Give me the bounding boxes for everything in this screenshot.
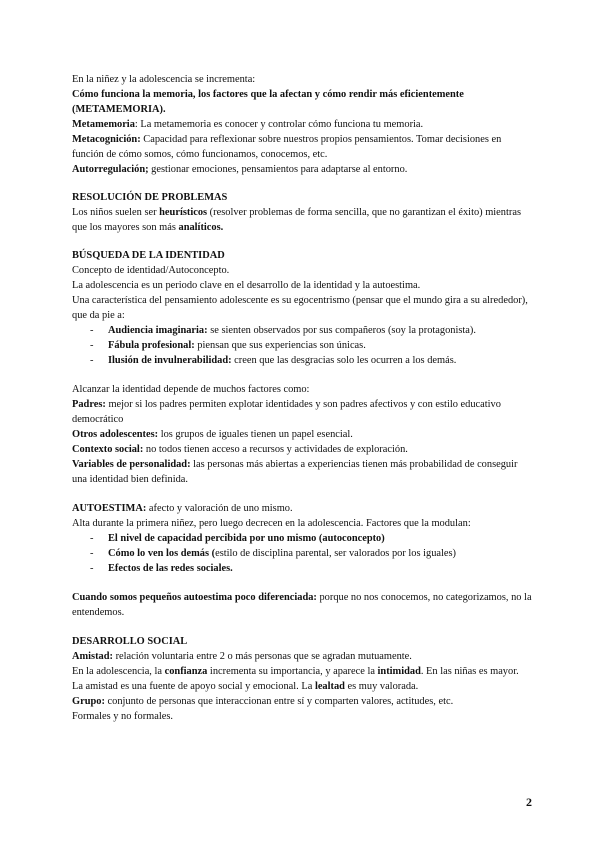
list-item: - El nivel de capacidad percibida por uno mismo (autoconcepto) (90, 533, 385, 544)
list-dash: - (90, 533, 94, 544)
list-item: - Cómo lo ven los demás (estilo de disciplina parental, ser valorados por los iguales) (90, 548, 457, 559)
intro-line: En la niñez y la adolescencia se incrementa: (72, 74, 256, 85)
metacognicion-definition: Metacognición: Capacidad para reflexionar sobre nuestros propios pensamientos. Tomar decisiones en función de cómo somos, cómo funcionamos, conocemos, etc. (72, 134, 502, 160)
list-dash: - (90, 563, 94, 574)
identidad-line-3: Una característica del pensamiento adolescente es su egocentrismo (pensar que el mundo gira a su alrededor), que da pie a: (72, 295, 528, 321)
factors-intro: Alcanzar la identidad depende de muchos factores como: (72, 384, 310, 395)
grupo-definition: Grupo: conjunto de personas que interaccionan entre sí y comparten valores, actitudes, etc. (72, 696, 454, 707)
factor-padres: Padres: mejor si los padres permiten explotar identidades y son padres afectivos y con estilo educativo democrático (72, 399, 501, 425)
list-dash: - (90, 355, 94, 366)
factor-otros: Otros adolescentes: los grupos de iguales tienen un papel esencial. (72, 429, 353, 440)
list-item: - Fábula profesional: piensan que sus experiencias son únicas. (90, 340, 366, 351)
identidad-line-1: Concepto de identidad/Autoconcepto. (72, 265, 230, 276)
list-item: - Ilusión de invulnerabilidad: creen que las desgracias solo les ocurren a los demás. (90, 355, 457, 366)
metamemoria-highlight: Cómo funciona la memoria, los factores que la afectan y cómo rendir más eficientemente (METAMEMORIA). (72, 89, 464, 115)
amistad-definition: Amistad: relación voluntaria entre 2 o más personas que se agradan mutuamente. (72, 651, 412, 662)
section-heading-resolucion: RESOLUCIÓN DE PROBLEMAS (72, 192, 228, 203)
autoestima-heading-line: AUTOESTIMA: afecto y valoración de uno mismo. (72, 503, 293, 514)
section-heading-autoestima: AUTOESTIMA: (72, 503, 147, 514)
page-number: 2 (526, 795, 532, 809)
adolescencia-paragraph: En la adolescencia, la confianza incrementa su importancia, y aparece la intimidad. En las niñas es mayor. (72, 666, 519, 677)
list-dash: - (90, 548, 94, 559)
section-heading-social: DESARROLLO SOCIAL (72, 636, 188, 647)
list-dash: - (90, 325, 94, 336)
amistad-fuente-paragraph: La amistad es una fuente de apoyo social y emocional. La lealtad es muy valorada. (72, 681, 419, 692)
list-item: - Efectos de las redes sociales. (90, 563, 233, 574)
page-content (72, 72, 532, 724)
list-dash: - (90, 340, 94, 351)
formales-line: Formales y no formales. (72, 711, 173, 722)
egocentrismo-list (72, 323, 532, 368)
autorregulacion-definition: Autorregulación; gestionar emociones, pensamientos para adaptarse al entorno. (72, 164, 408, 175)
autoestima-line-2: Alta durante la primera niñez, pero luego decrecen en la adolescencia. Factores que la modulan: (72, 518, 471, 529)
metamemoria-definition: Metamemoria: La metamemoria es conocer y controlar cómo funciona tu memoria. (72, 119, 424, 130)
autoestima-factors-list (72, 531, 532, 576)
section-heading-identidad: BÚSQUEDA DE LA IDENTIDAD (72, 250, 225, 261)
autoestima-small-paragraph: Cuando somos pequeños autoestima poco diferenciada: porque no nos conocemos, no categorizamos, no la entendemos. (72, 592, 532, 618)
resolucion-paragraph: Los niños suelen ser heurísticos (resolver problemas de forma sencilla, que no garantizan el éxito) mientras que los mayores son más analíticos. (72, 207, 521, 233)
factor-variables: Variables de personalidad: las personas más abiertas a experiencias tienen más probabilidad de conseguir una identidad bien definida. (72, 459, 518, 485)
identidad-line-2: La adolescencia es un periodo clave en el desarrollo de la identidad y la autoestima. (72, 280, 421, 291)
list-item: - Audiencia imaginaria: se sienten observados por sus compañeros (soy la protagonista). (90, 325, 476, 336)
factor-contexto: Contexto social: no todos tienen acceso a recursos y actividades de exploración. (72, 444, 408, 455)
